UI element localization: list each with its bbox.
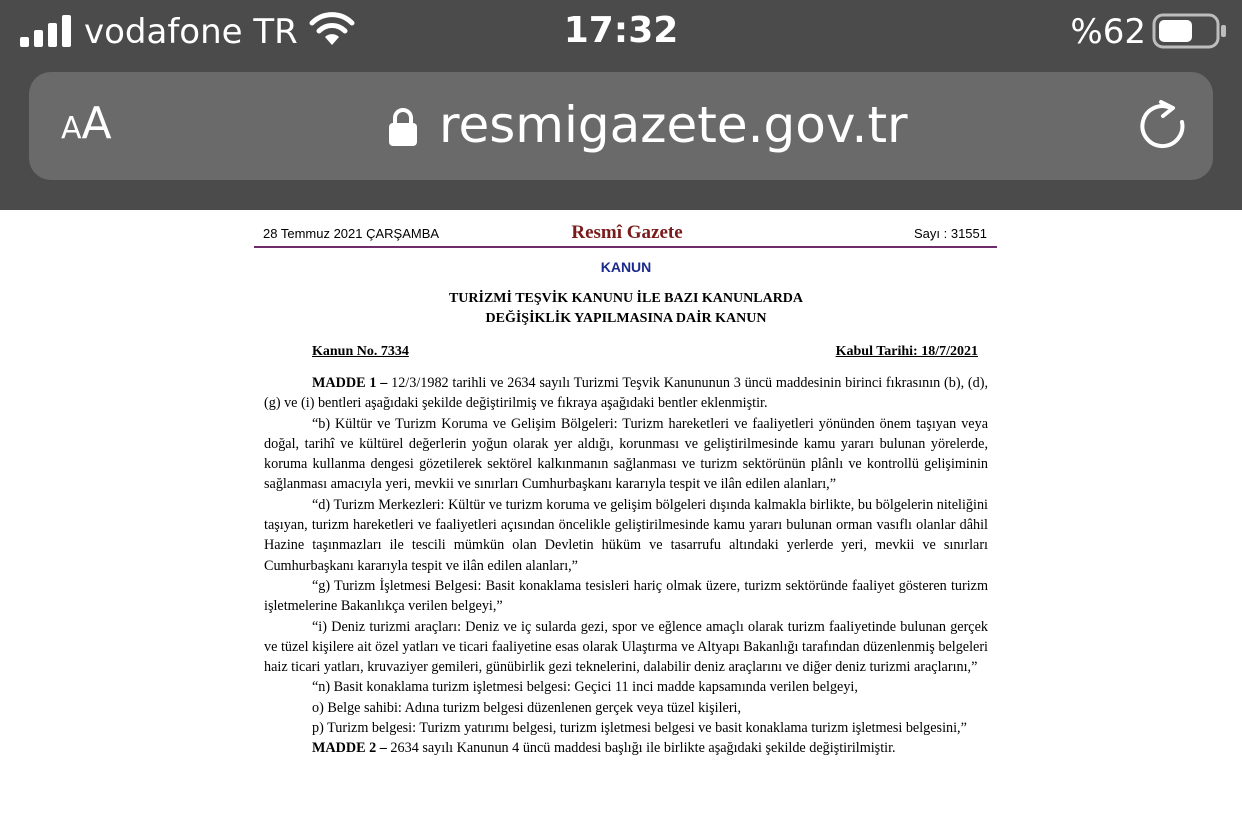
paragraph-text: 12/3/1982 tarihli ve 2634 sayılı Turizmi Teşvik Kanununun 3 üncü maddesinin birinci fıkrasının (b), (d), (g) ve (i) bentleri aşağıdaki şekilde değiştirilmiş ve fıkraya aşağıdaki bentler eklenmiştir.: [264, 375, 988, 412]
law-title-line-1: TURİZMİ TEŞVİK KANUNU İLE BAZI KANUNLARDA: [448, 291, 804, 306]
paragraph: [264, 617, 988, 678]
issue-date: 28 Temmuz 2021 ÇARŞAMBA: [263, 226, 440, 241]
paragraph: [264, 738, 988, 758]
gazette-page: [0, 210, 1242, 817]
paragraph: [264, 576, 988, 617]
law-title-line-2: DEĞİŞİKLİK YAPILMASINA DAİR KANUN: [485, 311, 767, 326]
paragraph: [264, 718, 988, 738]
article-heading: MADDE 1 –: [312, 375, 388, 391]
lock-icon: [389, 108, 417, 146]
status-bar: [0, 0, 1242, 64]
gazette-title: Resmî Gazete: [571, 222, 683, 243]
text-size-big-a: A: [81, 98, 112, 149]
paragraph-text: “n) Basit konaklama turizm işletmesi belgesi: Geçici 11 inci madde kapsamında verilen belgeyi,: [312, 679, 858, 696]
text-size-button[interactable]: [61, 98, 112, 154]
paragraph: [264, 677, 988, 697]
paragraph-text: “b) Kültür ve Turizm Koruma ve Gelişim Bölgeleri: Turizm hareketleri ve faaliyetleri yönünden önem taşıyan veya doğal, tarihî ve kültürel değerlerin yoğun olarak yer aldığı, korunması ve geliştirilmesinde kamu yararı bulunan yörelerde, koruma kullanma dengesi gözetilerek sektörel kalkınmanın sağlanması ve turizm sektörünün plânlı ve kontrollü gelişiminin sağlanması amacıyla yeri, mevkii ve sınırları Cumhurbaşkanı kararıyla tespit ve ilân edilen alanları,”: [264, 415, 988, 493]
address-bar[interactable]: [29, 72, 1213, 180]
paragraph-text: “d) Turizm Merkezleri: Kültür ve turizm koruma ve gelişim bölgeleri dışında kalmakla birlikte, bu bölgelerin niteliğini taşıyan, turizm hareketleri ve faaliyetleri açısından öncelikle geliştirilmesinde kamu yararı bulunan orman vasıflı olanlar dâhil Hazine taşınmazları ile tescili mümkün olan Devletin hüküm ve tasarrufu altındaki yerlerde yeri, mevkii ve sınırları Cumhurbaşkanı kararıyla tespit ve ilân edilen alanları,”: [264, 496, 988, 574]
url-text[interactable]: resmigazete.gov.tr: [439, 96, 908, 154]
law-body: [264, 373, 988, 759]
paragraph: [264, 495, 988, 576]
article-heading: MADDE 2 –: [312, 740, 387, 757]
paragraph: [264, 698, 988, 718]
paragraph-text: o) Belge sahibi: Adına turizm belgesi düzenlenen gerçek veya tüzel kişileri,: [312, 699, 742, 716]
document-type: KANUN: [600, 259, 652, 275]
law-title: [0, 289, 1242, 329]
paragraph-text: p) Turizm belgesi: Turizm yatırımı belgesi, turizm işletmesi belgesi ve basit konaklama turizm işletmesi belgesini,”: [312, 720, 967, 737]
text-size-small-a: A: [61, 111, 82, 146]
header-divider: [254, 246, 997, 248]
status-time: 17:32: [563, 10, 679, 51]
battery-percentage: %62: [1070, 12, 1146, 52]
acceptance-date: Kabul Tarihi: 18/7/2021: [835, 344, 978, 359]
reload-icon[interactable]: [1135, 98, 1191, 154]
paragraph: [264, 373, 988, 414]
paragraph-text: “i) Deniz turizmi araçları: Deniz ve iç sularda gezi, spor ve eğlence amaçlı olarak turizm faaliyetinde bulunan gerçek ve tüzel kişilere ait özel yatları ve ticari faaliyetine esas olarak Ulaştırma ve Altyapı Bakanlığı tarafından düzenlenmiş belgeleri haiz ticari yatları, kruvaziyer gemileri, günübirlik gezi teknelerini, dalabilir deniz araçlarını ve diğer deniz turizmi araçlarını,”: [264, 618, 988, 676]
battery-icon: [1152, 13, 1228, 49]
paragraph: [264, 414, 988, 495]
issue-number: Sayı : 31551: [914, 226, 987, 241]
carrier-name: vodafone TR: [84, 12, 298, 52]
law-number: Kanun No. 7334: [312, 344, 409, 359]
browser-chrome: [0, 0, 1242, 210]
paragraph-text: “g) Turizm İşletmesi Belgesi: Basit konaklama tesisleri hariç olmak üzere, turizm sektöründe faaliyet gösteren turizm işletmelerine Bakanlıkça verilen belgeyi,”: [264, 577, 988, 615]
paragraph-text: 2634 sayılı Kanunun 4 üncü maddesi başlığı ile birlikte aşağıdaki şekilde değiştirilmiştir.: [386, 740, 896, 757]
